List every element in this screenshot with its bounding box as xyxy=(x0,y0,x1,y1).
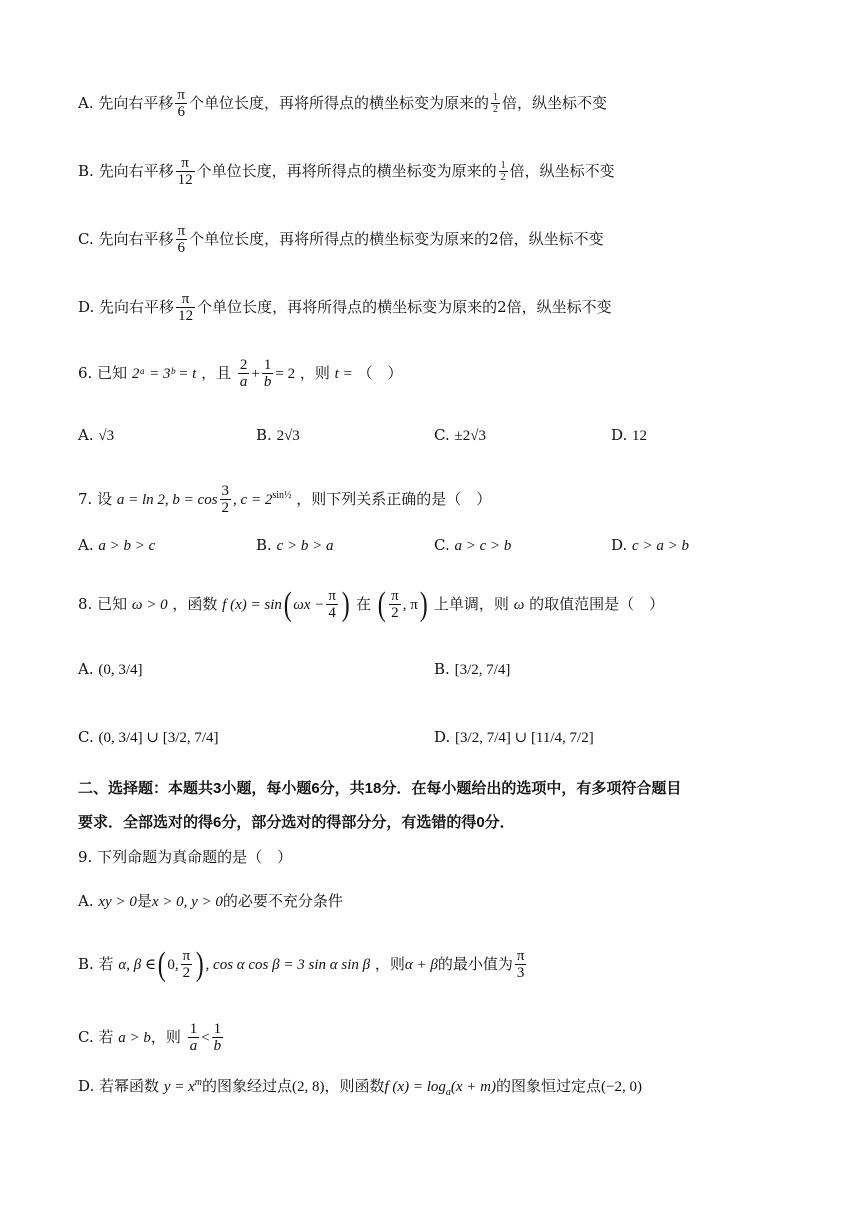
condition: ω > 0 xyxy=(131,597,168,613)
scale-fraction: $\frac{1}{2}$ xyxy=(493,92,498,115)
q5-option-c[interactable] xyxy=(78,224,604,256)
expression: , cos α cos β = 3 sin α sin β xyxy=(205,957,371,973)
option-value: a > b > c xyxy=(98,538,156,554)
option-label: D. xyxy=(78,298,95,316)
option-text: 个单位长度，再将所得点的横坐标变为原来的 xyxy=(197,298,498,316)
log-base: a xyxy=(445,1087,451,1098)
option-text: 是 xyxy=(136,892,152,910)
option-text: 先向右平移 xyxy=(98,230,174,248)
expression: y = x xyxy=(163,1079,195,1095)
option-label: A. xyxy=(78,426,94,444)
option-label: B. xyxy=(434,660,450,678)
section-2-heading-line2: 要求．全部选对的得6分，部分选对的得部分分，有选错的得0分． xyxy=(78,814,515,831)
option-label: B. xyxy=(256,426,272,444)
option-value: a > c > b xyxy=(454,538,512,554)
equation-rhs: = 2 xyxy=(275,366,296,382)
option-value: c > a > b xyxy=(632,538,689,554)
q5-option-b[interactable] xyxy=(78,156,615,188)
expression: α, β ∈ xyxy=(118,957,157,973)
q8-stem: 8. 已知 ω > 0 ，函数 f (x) = sin( ωx − $\frac{\pi}{4}$ ) 在 ( $\frac{\pi}{2}$ , π) 上单调，则 ω 的取值范围是（ ） xyxy=(78,586,665,623)
q7-stem xyxy=(78,484,491,516)
expression: a > b xyxy=(118,1030,151,1046)
option-label: C. xyxy=(78,230,94,248)
question-number: 7. 设 xyxy=(78,490,113,508)
option-value: c > b > a xyxy=(276,538,334,554)
option-text: 倍，纵坐标不变 xyxy=(509,162,615,180)
omega: ω xyxy=(513,597,525,613)
q5-option-a[interactable] xyxy=(78,88,607,120)
option-text: ，则 xyxy=(150,1028,181,1046)
expression: (x + m) xyxy=(450,1079,496,1095)
q9-option-a[interactable] xyxy=(78,890,343,913)
option-label: A. xyxy=(78,94,94,112)
option-text: 个单位长度，再将所得点的横坐标变为原来的 xyxy=(188,94,489,112)
point: (2, 8) xyxy=(292,1079,325,1095)
function-expression: f (x) = sin xyxy=(222,597,282,613)
option-value: ±2√3 xyxy=(454,428,486,444)
q9-option-b[interactable]: B. 若 α, β ∈( 0, $\frac{\pi}{2}$ ) , cos α cos β = 3 sin α sin β ，则α + β的最小值为 $\frac{\pi}{3}$ xyxy=(78,946,525,983)
option-label: C. xyxy=(434,426,450,444)
option-text: 先向右平移 xyxy=(98,162,174,180)
q8-option-d[interactable] xyxy=(434,728,594,747)
option-text: 先向右平移 xyxy=(99,298,175,316)
q9-stem: 9. 下列命题为真命题的是（ ） xyxy=(78,848,293,866)
option-label: A. xyxy=(78,660,94,678)
fraction-pi-3: $\frac{\pi}{3}$ xyxy=(516,948,525,981)
answer-blank: （ ） xyxy=(357,364,403,382)
scale-fraction: $\frac{1}{2}$ xyxy=(500,160,506,183)
option-label: D. xyxy=(611,426,628,444)
option-value: (0, 3/4] ∪ [3/2, 7/4] xyxy=(98,730,219,746)
q6-stem: 6. 已知 2ᵃ = 3ᵇ = t ，且 $\frac{2}{a}$ + $\frac{1}{b}$ = 2 ，则 t = （ ） xyxy=(78,357,403,390)
option-value: √3 xyxy=(98,428,115,444)
option-label: D. xyxy=(611,536,628,554)
q8-option-b[interactable] xyxy=(434,660,510,679)
variable-t: t = xyxy=(334,366,353,382)
option-text: 个单位长度，再将所得点的横坐标变为原来的 xyxy=(189,230,490,248)
stem-text: ，且 xyxy=(201,364,232,382)
equation: 2ᵃ = 3ᵇ = t xyxy=(131,366,197,382)
exponent: sin½ xyxy=(272,490,292,501)
q7-option-b[interactable] xyxy=(256,536,333,555)
q8-option-a[interactable] xyxy=(78,660,143,679)
stem-text: ，函数 xyxy=(172,595,218,613)
stem-text: ，则 xyxy=(299,364,330,382)
fraction-3-2: $\frac{3}{2}$ xyxy=(221,483,230,516)
option-text: 倍，纵坐标不变 xyxy=(506,298,612,316)
section-2-heading-line1: 二、选择题：本题共3小题，每小题6分，共18分．在每小题给出的选项中，有多项符合题目 xyxy=(78,780,682,797)
q7-option-d[interactable] xyxy=(611,536,689,555)
scale-value: 2 xyxy=(489,230,499,248)
option-label: B. 若 xyxy=(78,955,114,973)
option-text: ，则 xyxy=(374,955,405,973)
q8-option-c[interactable] xyxy=(78,728,219,747)
question-number: 6. 已知 xyxy=(78,364,128,382)
q5-option-d[interactable] xyxy=(78,292,612,324)
expression: x > 0, y > 0 xyxy=(151,894,223,910)
option-value: [3/2, 7/4] xyxy=(454,662,511,678)
option-label: B. xyxy=(256,536,272,554)
q6-option-b[interactable] xyxy=(256,426,300,445)
option-label: C. xyxy=(78,728,94,746)
stem-text: 上单调，则 xyxy=(433,595,509,613)
expression: a = ln 2, b = cos xyxy=(116,492,218,508)
stem-text: 的取值范围是（ ） xyxy=(529,595,665,613)
option-text: 的图象恒过定点 xyxy=(495,1077,601,1095)
point: (−2, 0) xyxy=(601,1079,642,1095)
exponent: m xyxy=(194,1077,202,1088)
option-text: 的图象经过点 xyxy=(201,1077,292,1095)
fraction-1-b: $\frac{1}{b}$ xyxy=(213,1021,222,1054)
interval-start: 0, xyxy=(167,957,179,973)
q9-option-c[interactable] xyxy=(78,1022,225,1054)
option-text: 倍，纵坐标不变 xyxy=(498,230,604,248)
shift-fraction: $\frac{\pi}{6}$ xyxy=(177,223,186,256)
option-text: 的最小值为 xyxy=(437,955,513,973)
option-label: B. xyxy=(78,162,94,180)
option-value: (0, 3/4] xyxy=(98,662,143,678)
option-text: 个单位长度，再将所得点的横坐标变为原来的 xyxy=(196,162,497,180)
option-label: C. 若 xyxy=(78,1028,114,1046)
expression: f (x) = log xyxy=(384,1079,446,1095)
less-than: < xyxy=(201,1030,210,1046)
option-label: A. xyxy=(78,892,94,910)
option-value: 12 xyxy=(632,428,648,444)
function-inner: ωx − xyxy=(293,597,325,613)
option-label: C. xyxy=(434,536,450,554)
q6-option-a[interactable] xyxy=(78,426,114,445)
expression: , c = 2 xyxy=(233,492,273,508)
expression: α + β xyxy=(404,957,438,973)
fraction-pi-4: $\frac{\pi}{4}$ xyxy=(328,588,336,621)
stem-text: ，则下列关系正确的是（ ） xyxy=(296,490,492,508)
q9-option-d[interactable] xyxy=(78,1072,642,1104)
q6-option-c[interactable] xyxy=(434,426,486,445)
fraction-pi-2: $\frac{\pi}{2}$ xyxy=(391,588,399,621)
q6-option-d[interactable] xyxy=(611,426,647,445)
option-text: ，则函数 xyxy=(324,1077,385,1095)
expression: xy > 0 xyxy=(98,894,137,910)
option-value: 2√3 xyxy=(276,428,300,444)
interval-end: , π xyxy=(402,597,418,613)
fraction-1-a: $\frac{1}{a}$ xyxy=(189,1021,198,1054)
option-text: 先向右平移 xyxy=(98,94,174,112)
option-text: 的必要不充分条件 xyxy=(222,892,343,910)
option-text: 倍，纵坐标不变 xyxy=(502,94,608,112)
fraction-2-a: $\frac{2}{a}$ xyxy=(239,357,248,390)
option-label: D. 若幂函数 xyxy=(78,1077,160,1095)
q7-option-a[interactable] xyxy=(78,536,155,555)
q7-option-c[interactable] xyxy=(434,536,511,555)
scale-value: 2 xyxy=(497,298,507,316)
option-label: A. xyxy=(78,536,94,554)
option-value: [3/2, 7/4] ∪ [11/4, 7/2] xyxy=(455,730,594,746)
shift-fraction: $\frac{\pi}{6}$ xyxy=(177,87,185,120)
question-number: 8. 已知 xyxy=(78,595,128,613)
shift-fraction: $\frac{\pi}{12}$ xyxy=(178,291,194,324)
fraction-1-b: $\frac{1}{b}$ xyxy=(263,357,272,390)
stem-text: 在 xyxy=(356,595,372,613)
option-label: D. xyxy=(434,728,451,746)
shift-fraction: $\frac{\pi}{12}$ xyxy=(177,155,193,188)
fraction-pi-2: $\frac{\pi}{2}$ xyxy=(182,948,191,981)
